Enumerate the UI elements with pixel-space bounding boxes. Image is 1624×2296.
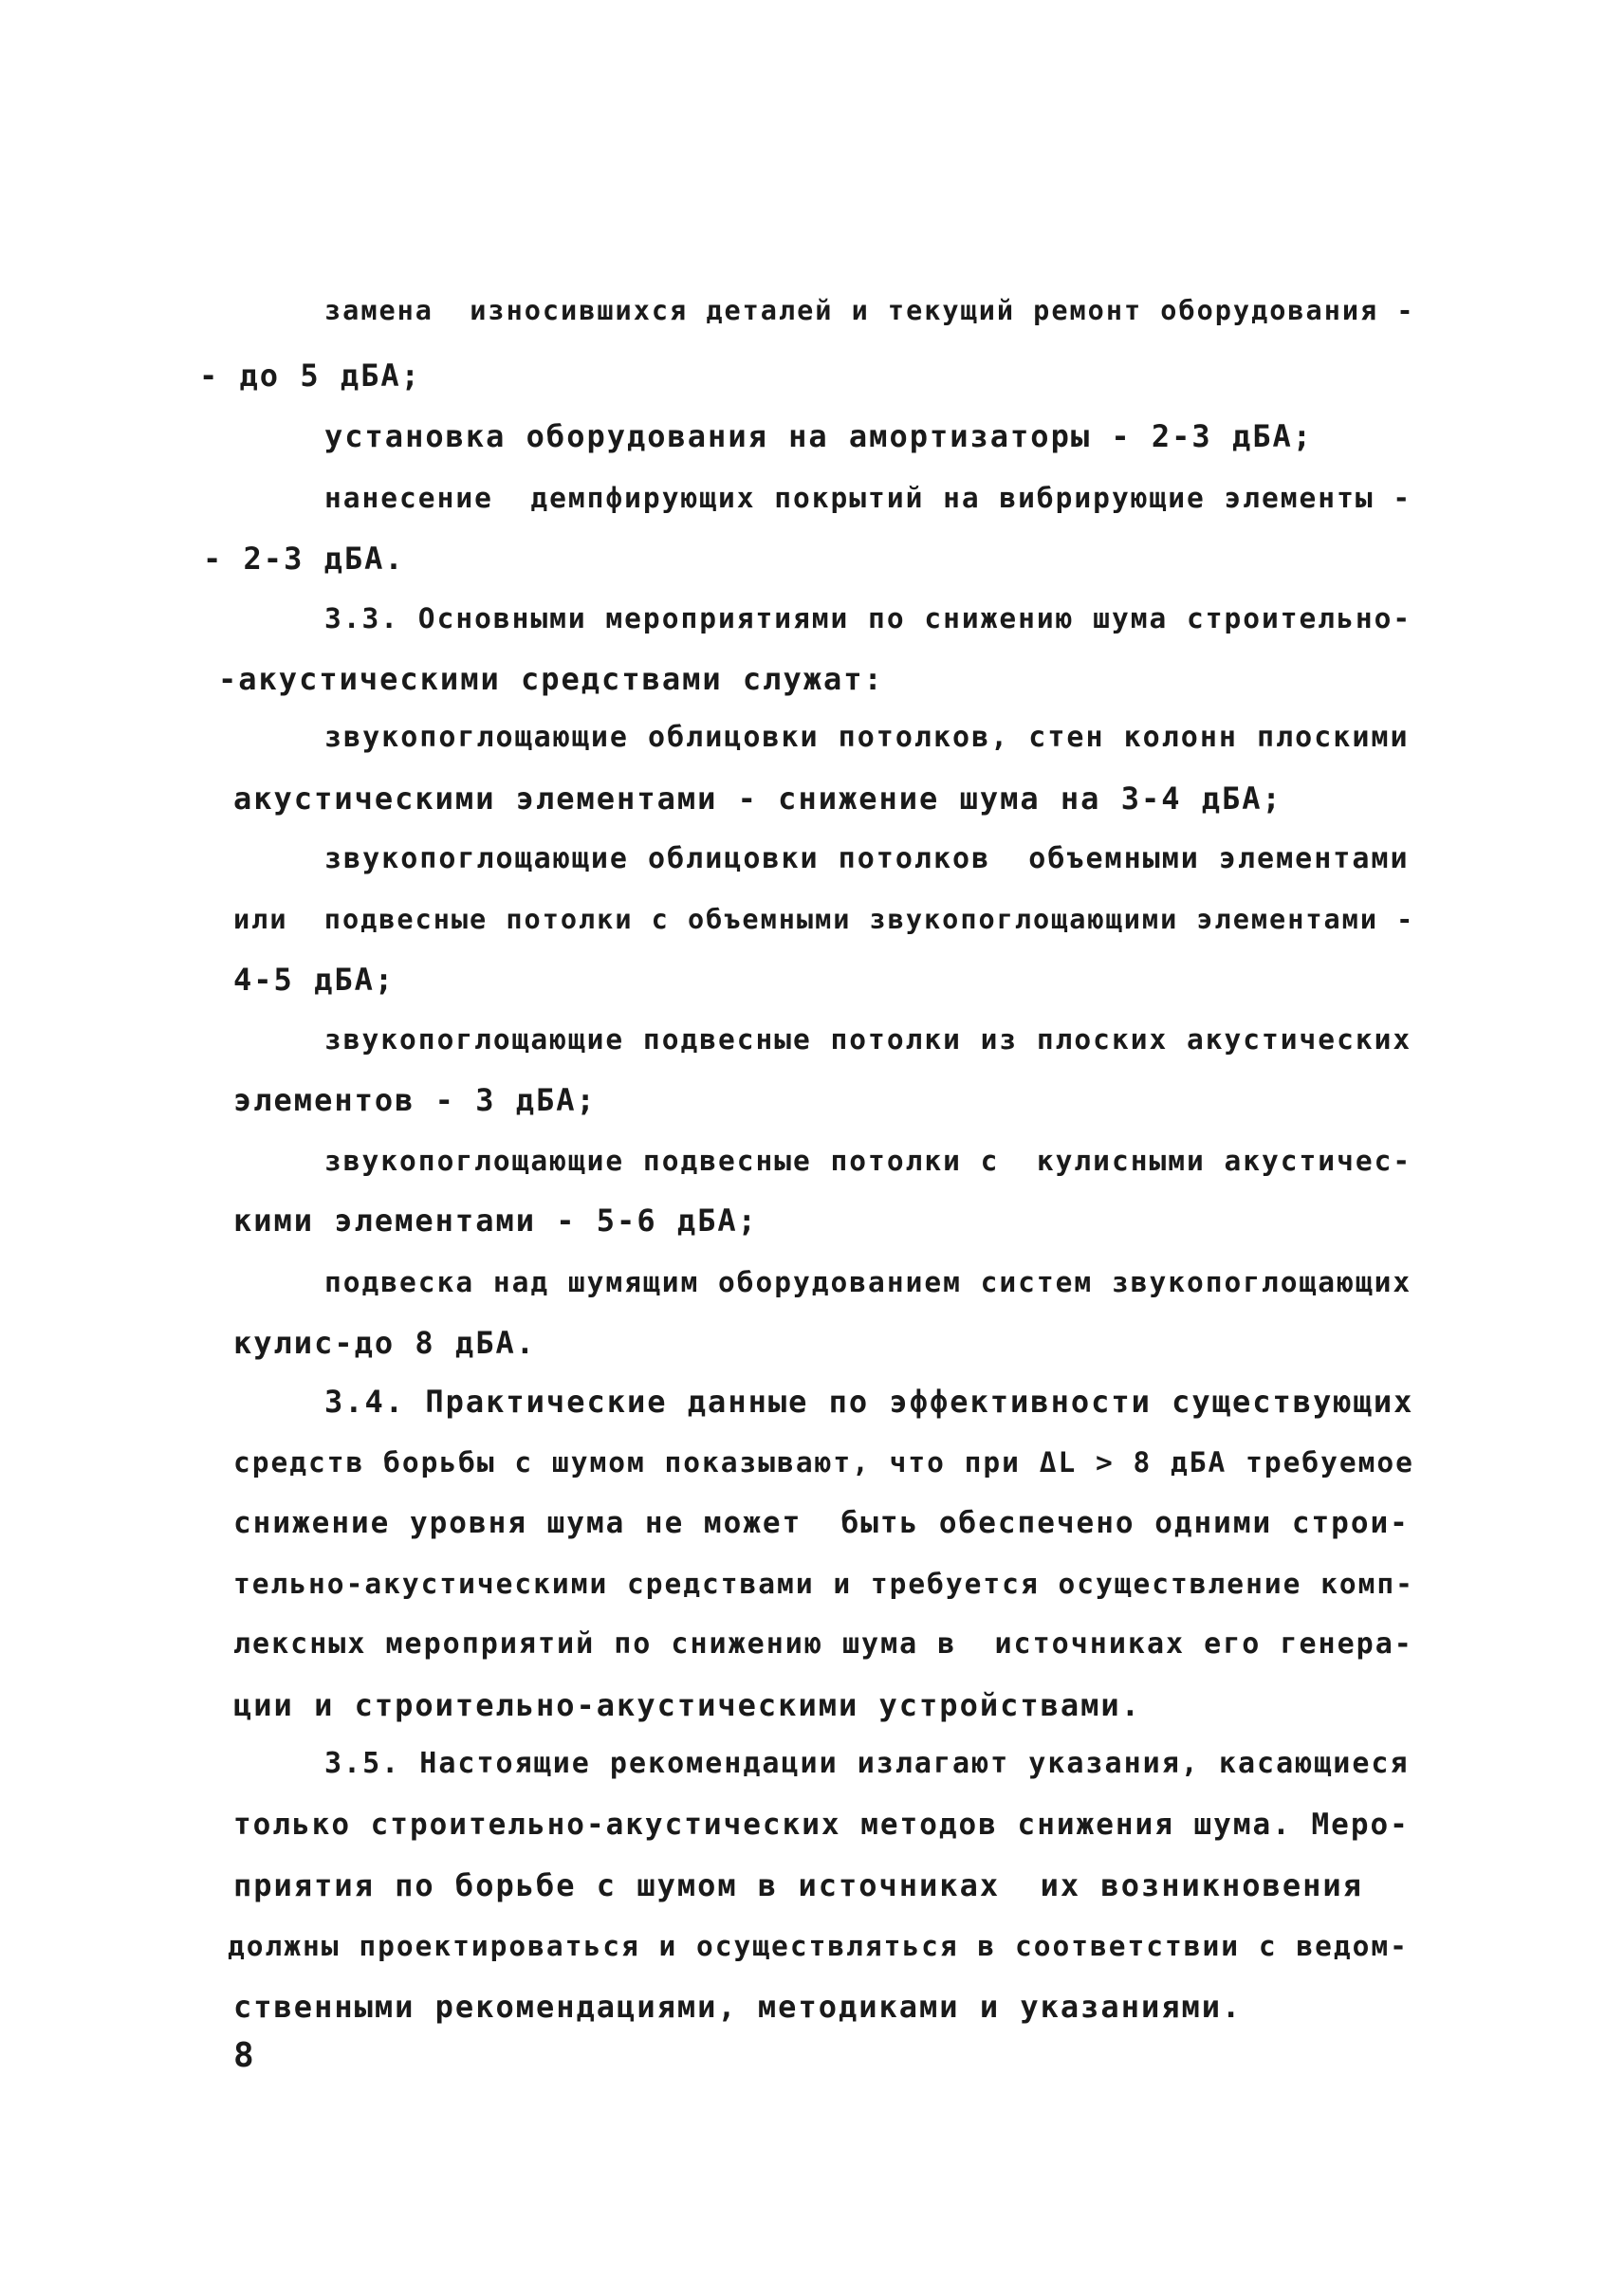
text-line: тельно-акустическими средствами и требуется осуществление комп- [233, 1568, 1414, 1600]
text-line: -акустическими средствами служат: [218, 661, 884, 697]
text-line: звукопоглощающие облицовки потолков объемными элементами [324, 842, 1410, 875]
text-line: только строительно-акустических методов снижения шума. Меро- [233, 1808, 1410, 1842]
text-line: звукопоглощающие подвесные потолки из плоских акустических [324, 1023, 1412, 1056]
text-line: элементов - 3 дБА; [233, 1082, 597, 1118]
text-line: звукопоглощающие подвесные потолки с кулисными акустичес- [324, 1145, 1412, 1177]
text-line: 3.4. Практические данные по эффективности существующих [324, 1384, 1414, 1420]
text-line: - 2-3 дБА. [203, 541, 405, 577]
text-line: или подвесные потолки с объемными звукопоглощающими элементами - [233, 904, 1415, 935]
text-line: лексных мероприятий по снижению шума в источниках его генера- [233, 1627, 1413, 1661]
text-line: установка оборудования на амортизаторы - 2-3 дБА; [324, 418, 1314, 454]
text-line: ственными рекомендациями, методиками и указаниями. [233, 1989, 1243, 2025]
text-line: ции и строительно-акустическими устройствами. [233, 1687, 1141, 1723]
text-line: 3.3. Основными мероприятиями по снижению шума строительно- [324, 602, 1412, 634]
text-line: 4-5 дБА; [233, 962, 396, 998]
text-line: приятия по борьбе с шумом в источниках их возникновения [233, 1867, 1363, 1903]
text-line: подвеска над шумящим оборудованием систем звукопоглощающих [324, 1266, 1412, 1298]
text-line: кулис-до 8 дБА. [233, 1325, 536, 1361]
text-line: акустическими элементами - снижение шума на 3-4 дБА; [233, 781, 1283, 817]
page-number: 8 [233, 2036, 254, 2075]
text-line: 3.5. Настоящие рекомендации излагают указания, касающиеся [324, 1747, 1410, 1780]
text-line: снижение уровня шума не может быть обеспечено одними строи- [233, 1506, 1410, 1540]
text-line: средств борьбы с шумом показывают, что при ΔL > 8 дБА требуемое [233, 1446, 1414, 1479]
text-line: должны проектироваться и осуществляться в соответствии с ведом- [228, 1930, 1409, 1962]
text-line: нанесение демпфирующих покрытий на вибрирующие элементы - [324, 482, 1412, 514]
text-line: замена изнocившихся деталей и текущий ремонт оборудования - [324, 295, 1415, 326]
text-line: кими элементами - 5-6 дБА; [233, 1203, 758, 1239]
text-line: - до 5 дБА; [199, 358, 421, 394]
text-line: звукопоглощающие облицовки потолков, стен колонн плоскими [324, 721, 1410, 754]
